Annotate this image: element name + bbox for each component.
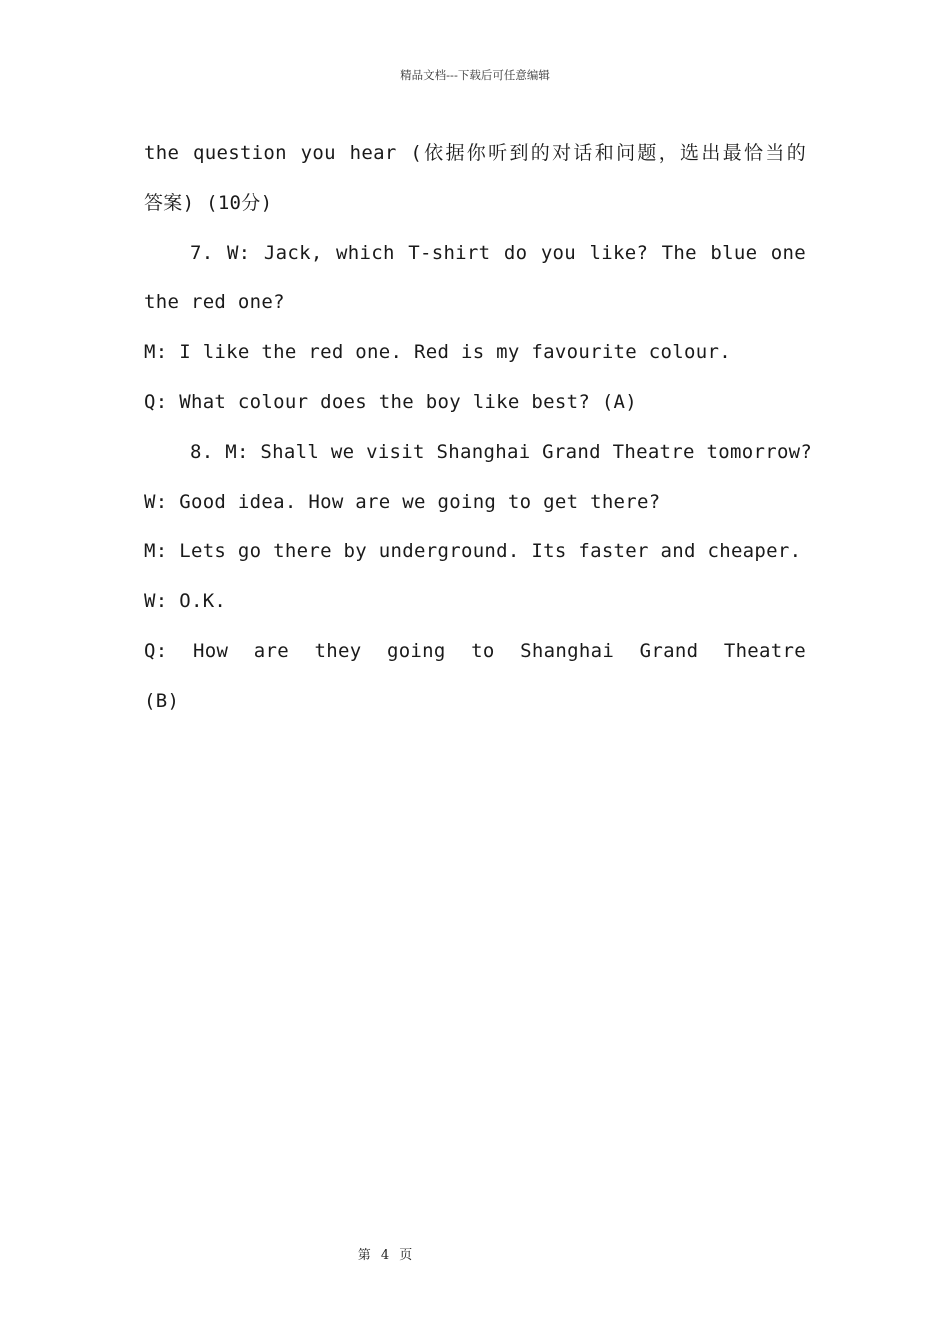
text-line: W: O.K. <box>144 590 227 613</box>
page-header: 精品文档---下载后可任意编辑 <box>400 68 550 82</box>
text-line: the question you hear (依据你听到的对话和问题，选出最恰当的 <box>144 142 806 164</box>
page-number: 第 4 页 <box>357 1248 413 1263</box>
text-line: the red one? <box>144 291 285 314</box>
text-line: M: I like the red one. Red is my favourite colour. <box>144 341 731 364</box>
text-line: 答案) (10分) <box>144 191 273 214</box>
text-line: M: Lets go there by underground. Its faster and cheaper. <box>144 540 802 563</box>
text-line: Q: What colour does the boy like best? (A) <box>144 390 638 413</box>
text-line: (B) <box>144 689 180 712</box>
question-7-line: 7. W: Jack, which T-shirt do you like? The blue one <box>190 241 806 264</box>
document-body <box>144 129 813 727</box>
question-8-line: 8. M: Shall we visit Shanghai Grand Theatre tomorrow? <box>190 440 813 463</box>
text-line: W: Good idea. How are we going to get there? <box>144 490 661 513</box>
text-line: Q: How are they going to Shanghai Grand Theatre <box>144 639 806 662</box>
